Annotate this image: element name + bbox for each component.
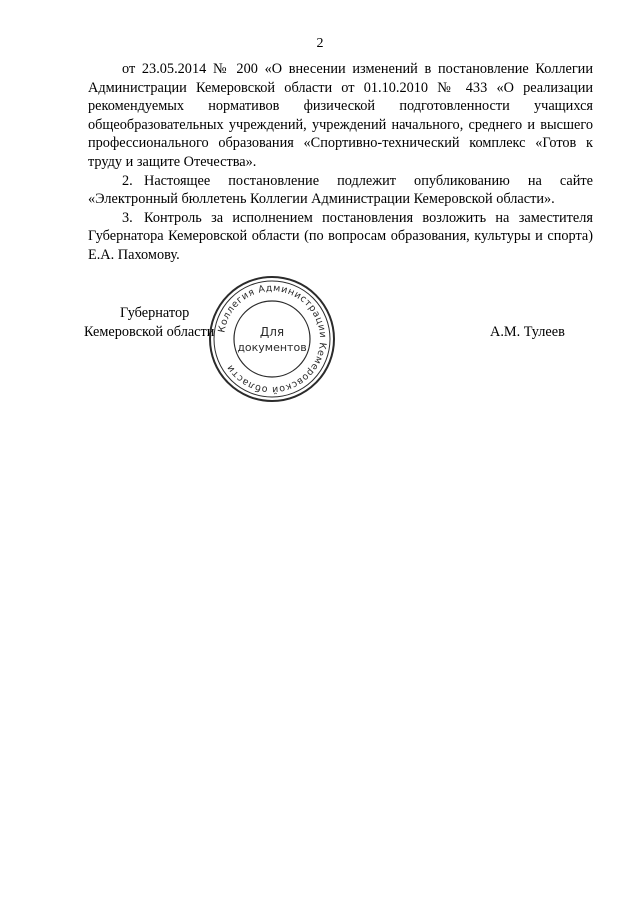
- stamp-seal-icon: [207, 274, 337, 404]
- document-body: [88, 60, 593, 265]
- paragraph-2-number: 2.: [122, 172, 133, 189]
- stamp-center-line2: документов: [237, 341, 307, 354]
- paragraph-1-text: от 23.05.2014 № 200 «О внесении изменений в постановление Коллегии Администрации Кемеровской области от 01.10.2010 № 433 «О реализации рекомендуемых нормативов физической подготовленности учащихся общеобразовательных учреждений, учреждений начального, среднего и высшего профессионального образования «Спортивно-технический комплекс «Готов к труду и защите Отечества».: [88, 61, 593, 170]
- signatory-region: Кемеровской области: [84, 324, 215, 340]
- stamp-center-line1: Для: [259, 325, 285, 339]
- paragraph-3: [88, 209, 593, 265]
- signatory-title: Губернатор: [120, 305, 190, 321]
- paragraph-3-text: Контроль за исполнением постановления возложить на заместителя Губернатора Кемеровской области (по вопросам образования, культуры и спорта) Е.А. Пахомову.: [88, 209, 593, 263]
- stamp-ring-text: Коллегия Администрации Кемеровской области: [216, 282, 329, 396]
- paragraph-2: [88, 172, 593, 209]
- paragraph-3-number: 3.: [122, 209, 133, 226]
- paragraph-2-text: Настоящее постановление подлежит опубликованию на сайте «Электронный бюллетень Коллегии Администрации Кемеровской области».: [88, 172, 593, 208]
- page-number: 2: [316, 36, 324, 51]
- official-stamp: [207, 274, 337, 404]
- signatory-name: А.М. Тулеев: [490, 324, 565, 340]
- paragraph-1-continuation: [88, 60, 593, 172]
